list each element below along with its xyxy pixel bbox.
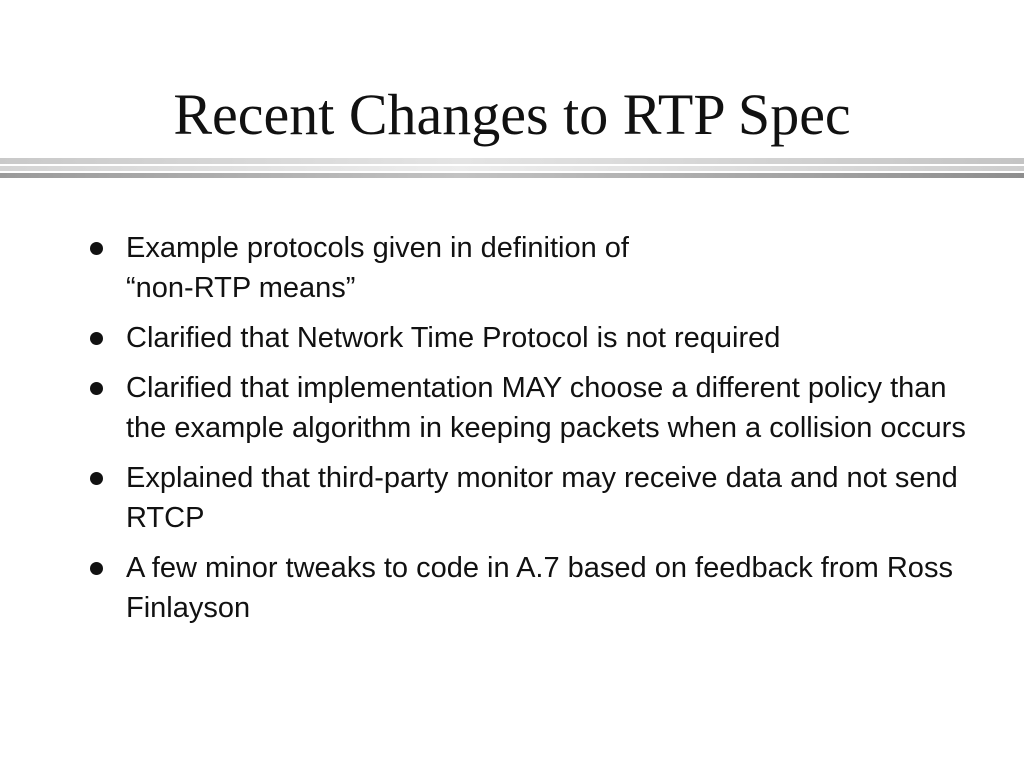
title-divider: [0, 158, 1024, 180]
bullet-text: Clarified that Network Time Protocol is not required: [126, 322, 781, 354]
bullet-list: [86, 228, 966, 638]
bullet-item: [86, 548, 966, 628]
bullet-text: Explained that third-party monitor may receive data and not send RTCP: [126, 462, 958, 534]
bullet-item: [86, 368, 966, 448]
divider-band-top: [0, 158, 1024, 164]
bullet-dot-icon: [90, 332, 103, 345]
bullet-dot-icon: [90, 242, 103, 255]
divider-band-bottom: [0, 173, 1024, 178]
bullet-text: A few minor tweaks to code in A.7 based on feedback from Ross Finlayson: [126, 552, 953, 624]
bullet-text: Clarified that implementation MAY choose a different policy than the example algorithm in keeping packets when a collision occurs: [126, 372, 966, 444]
bullet-dot-icon: [90, 562, 103, 575]
bullet-item: [86, 318, 966, 358]
bullet-text: Example protocols given in definition of “non-RTP means”: [126, 232, 629, 304]
divider-band-middle: [0, 166, 1024, 171]
bullet-dot-icon: [90, 382, 103, 395]
slide-title: Recent Changes to RTP Spec: [173, 82, 851, 147]
bullet-dot-icon: [90, 472, 103, 485]
bullet-item: [86, 458, 966, 538]
bullet-item: [86, 228, 966, 308]
